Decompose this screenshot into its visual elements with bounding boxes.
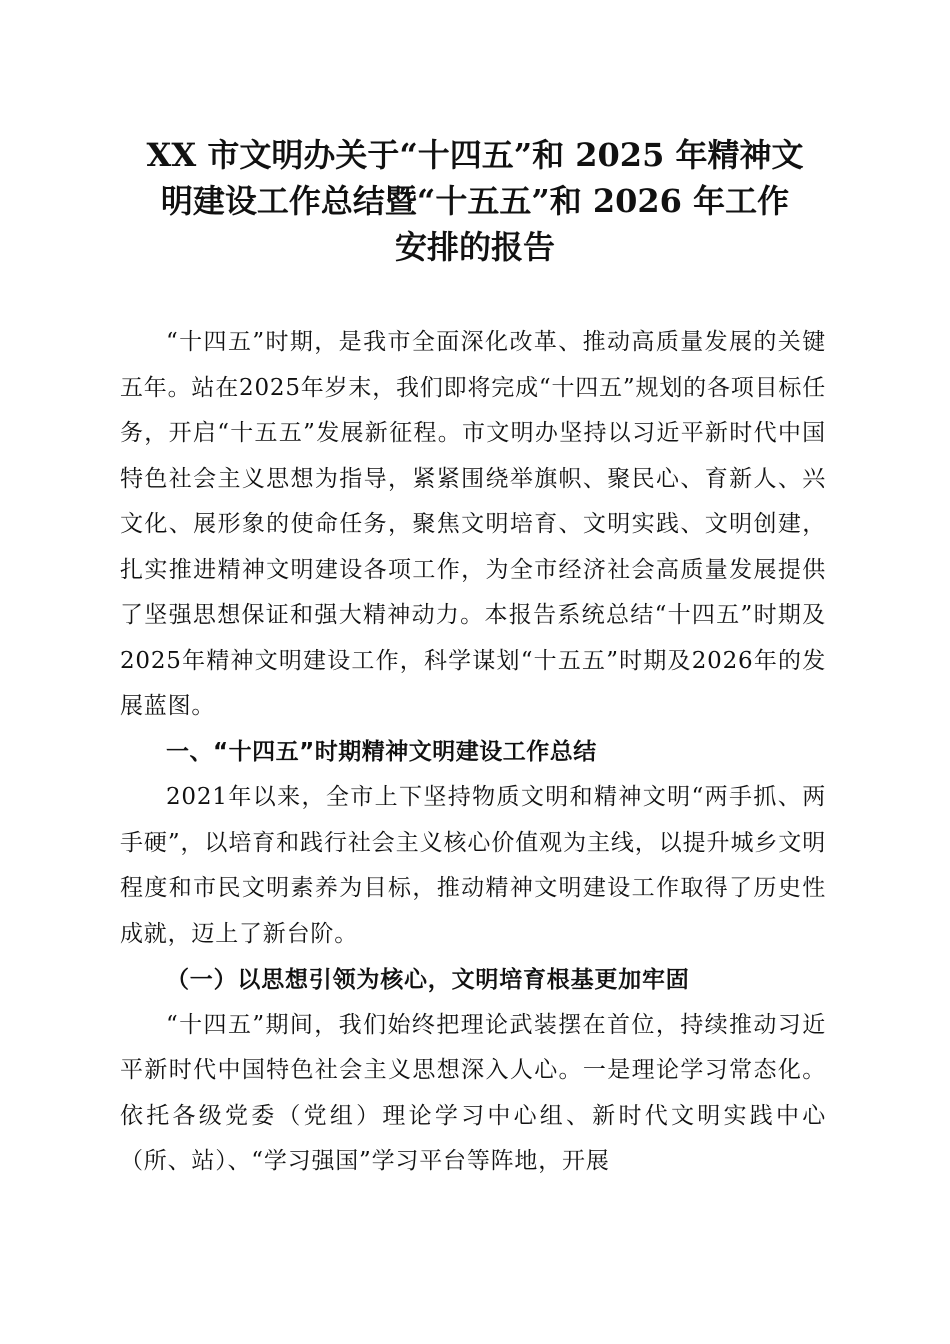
title-line-1: XX 市文明办关于“十四五”和 2025 年精神文 <box>146 136 804 174</box>
subsection-1-paragraph: “十四五”期间，我们始终把理论武装摆在首位，持续推动习近平新时代中国特色社会主义思想深入人心。一是理论学习常态化。依托各级党委（党组）理论学习中心组、新时代文明实践中心（所、站）、“学习强国”学习平台等阵地，开展 <box>120 1011 826 1174</box>
section-1-heading: 一、“十四五”时期精神文明建设工作总结 <box>166 738 597 765</box>
title-line-3: 安排的报告 <box>394 228 555 266</box>
document-body <box>120 320 826 1185</box>
document-title <box>110 132 840 270</box>
title-line-2: 明建设工作总结暨“十五五”和 2026 年工作 <box>160 182 790 220</box>
intro-paragraph: “十四五”时期，是我市全面深化改革、推动高质量发展的关键五年。站在2025年岁末，我们即将完成“十四五”规划的各项目标任务，开启“十五五”发展新征程。市文明办坚持以习近平新时代中国特色社会主义思想为指导，紧紧围绕举旗帜、聚民心、育新人、兴文化、展形象的使命任务，聚焦文明培育、文明实践、文明创建，扎实推进精神文明建设各项工作，为全市经济社会高质量发展提供了坚强思想保证和强大精神动力。本报告系统总结“十四五”时期及2025年精神文明建设工作，科学谋划“十五五”时期及2026年的发展蓝图。 <box>120 329 826 719</box>
subsection-1-heading: （一）以思想引领为核心，文明培育根基更加牢固 <box>166 966 690 993</box>
section-1-paragraph: 2021年以来，全市上下坚持物质文明和精神文明“两手抓、两手硬”，以培育和践行社会主义核心价值观为主线，以提升城乡文明程度和市民文明素养为目标，推动精神文明建设工作取得了历史性成就，迈上了新台阶。 <box>120 784 826 947</box>
